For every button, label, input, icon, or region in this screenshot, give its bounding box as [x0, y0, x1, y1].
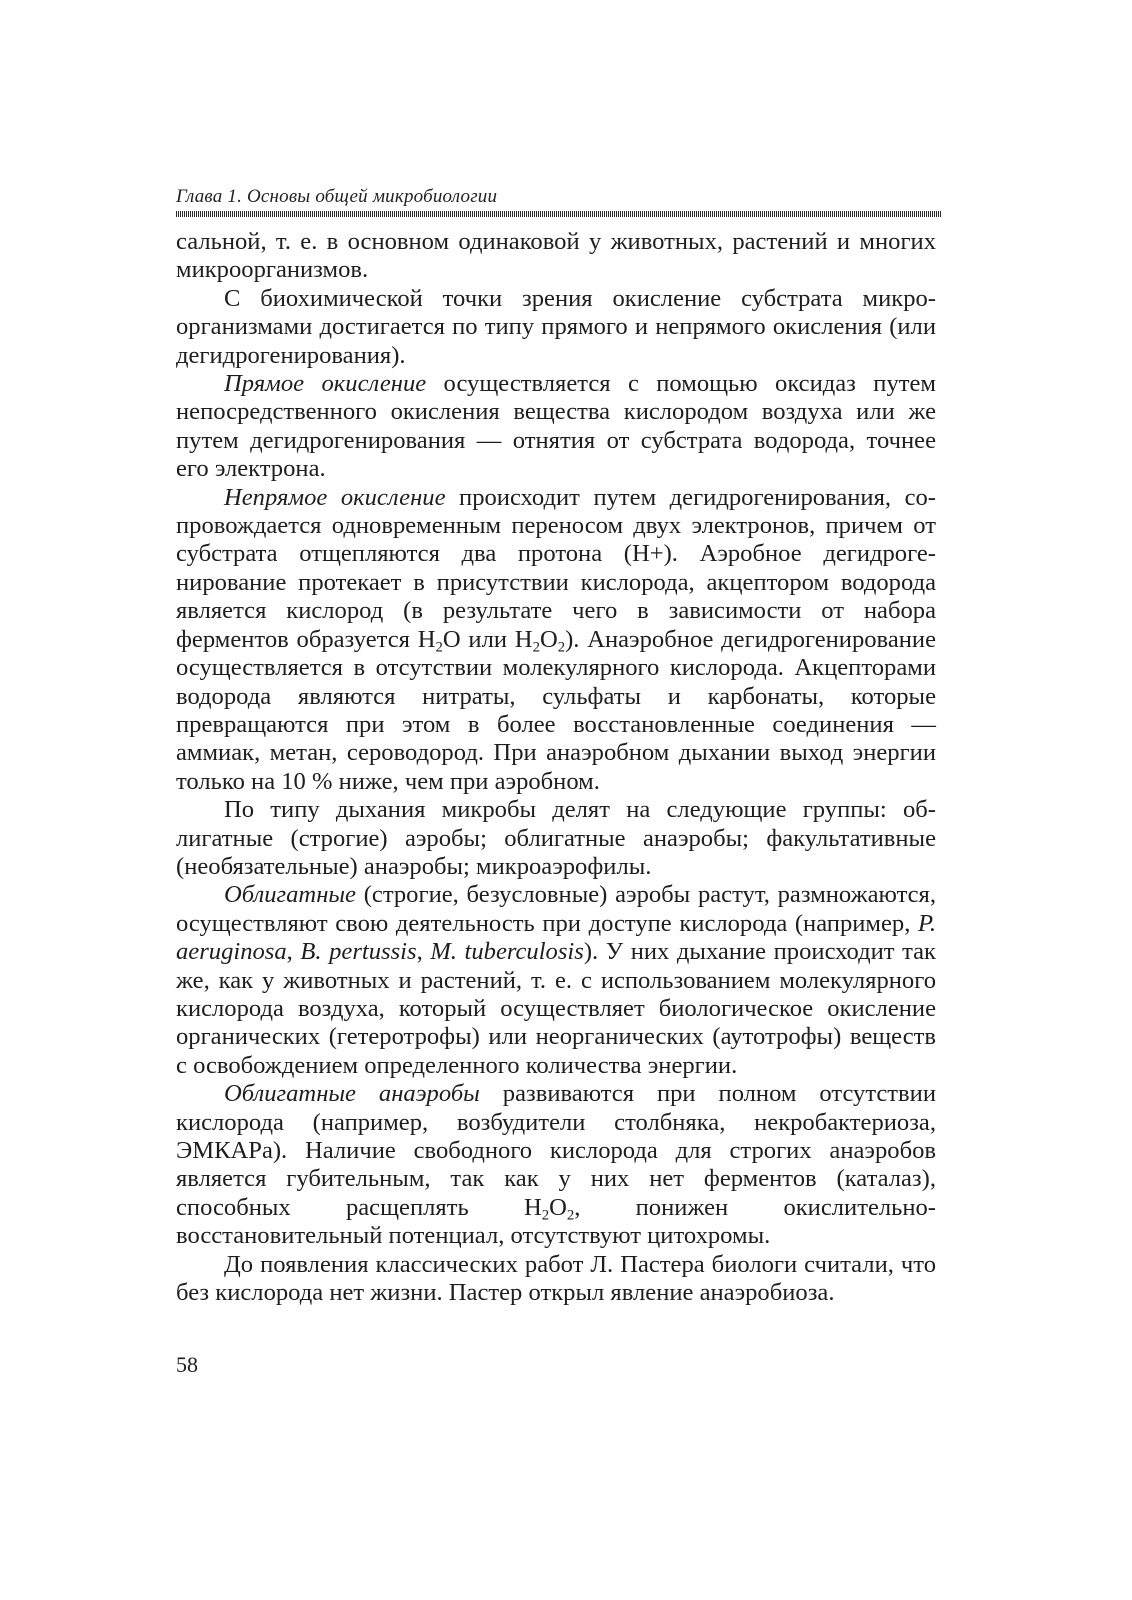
term-obligate-anaerobes: Облигатные анаэробы [224, 1080, 480, 1108]
paragraph-4: Непрямое окисление происходит путем дегидрогенирования, сопровождается одновременным переносом двух электронов, причем от субстрата отщепляются два протона (Н+). Аэробное дегидрогенирование протекает в присутствии кислорода, акцептором водорода является кислород (в результате чего в зависимости от набора ферментов образуется $Н_2О$ или $Н_2О_2$). Анаэробное дегидрогенирование осуществляется в отсутствии молекулярного кислорода. Акцепторами водорода являются нитраты, сульфаты и карбонаты, которые превращаются при этом в более восстановленные соединения — аммиак, метан, сероводород. При анаэробном дыхании выход энергии только на 10 % ниже, чем при аэробном. [176, 483, 936, 795]
paragraph-5: По типу дыхания микробы делят на следующие группы: облигатные (строгие) аэробы; облигатные анаэробы; факультативные (необязательные) анаэробы; микроаэрофилы. [176, 796, 936, 880]
page-number: 58 [176, 1352, 198, 1377]
paragraph-1: сальной, т. е. в основном одинаковой у животных, растений и многих микроорганизмов. [176, 228, 936, 284]
species-p-aeruginosa: P. aeruginosa [176, 909, 936, 966]
paragraph-6-text-a: (строгие, безусловные) аэробы растут, размножаются, осуществляют свою деятельность при доступе кислорода (например, [176, 881, 936, 937]
paragraph-7 [176, 1080, 936, 1250]
paragraph-3-text: осуществляется с помощью оксидаз путем непосредственного окисления вещества кислородом воздуха или же путем дегидрогенирования — отнятия от субстрата водорода, точнее его электрона. [176, 370, 936, 483]
paragraph-6: Облигатные (строгие, безусловные) аэробы растут, размножаются, осуществляют свою деятельность при доступе кислорода (например, P. aeruginosa, B. pertussis, M. tuberculosis). У них дыхание происходит так же, как у животных и растений, т. е. с использованием молекулярного кислорода воздуха, который осуществляет биологическое окисление органических (гетеротрофы) или неорганических (аутотрофы) веществ с освобождением определенного количества энергии. [176, 881, 937, 1079]
paragraph-6-text-b: ). У них дыхание происходит так же, как у животных и растений, т. е. с использованием молекулярного кислорода воздуха, который осуществляет биологическое окисление органических (гетеротрофы) или неорганических (аутотрофы) веществ с освобождением определенного количества энергии. [176, 938, 937, 1079]
paragraph-4-text-a: происходит путем дегидрогенирования, сопровождается одновременным переносом двух электронов, причем от субстрата отщепляются два протона (Н+). Аэробное дегидрогенирование протекает в присутствии кислорода, акцептором водорода является кислород (в результате чего в зависимости от набора ферментов образуется [176, 483, 936, 653]
paragraph-7-text-b: , понижен окислительно-восстановительный потенциал, отсутствуют цитохромы. [176, 1193, 936, 1250]
term-direct-oxidation: Прямое окисление [224, 370, 427, 398]
formula-h2o2: $Н_2О_2$ [523, 1193, 575, 1224]
paragraph-4-text-b: ). Анаэробное дегидрогенирование осуществляется в отсутствии молекулярного кислорода. Акцепторами водорода являются нитраты, сульфаты и карбонаты, которые превращаются при этом в более восстановленные соединения — аммиак, метан, сероводород. При анаэробном дыхании выход энергии только на 10 % ниже, чем при аэробном. [176, 625, 936, 795]
paragraph-8: До появления классических работ Л. Пастера биологи считали, что без кислорода нет жизни. Пастер открыл явление анаэробиоза. [176, 1250, 936, 1307]
term-obligate: Облигатные [224, 881, 356, 909]
header-rule [176, 211, 942, 217]
formula-h2o: $Н_2О$ [417, 625, 461, 656]
formula-h2o2: $Н_2О_2$ [514, 625, 566, 656]
paragraph-2: С биохимической точки зрения окисление субстрата микроорганизмами достигается по типу прямого и непрямого окисления (или дегидрогенирования). [176, 284, 936, 369]
term-indirect-oxidation: Непрямое окисление [224, 483, 446, 511]
body-text [176, 228, 936, 1307]
paragraph-7-text-a: развиваются при полном отсутствии кислорода (например, возбудители столбняка, некробактериоза, ЭМКАРа). Наличие свободного кислорода для строгих анаэробов является губительным, так как у них нет ферментов (каталаз), способных расщеплять [176, 1080, 936, 1221]
running-head: Глава 1. Основы общей микробиологии [176, 186, 498, 207]
paragraph-3 [176, 370, 936, 484]
page-header [176, 186, 942, 217]
species-b-pertussis: B. pertussis [300, 938, 417, 966]
species-m-tuberculosis: M. tuberculosis [430, 938, 584, 966]
